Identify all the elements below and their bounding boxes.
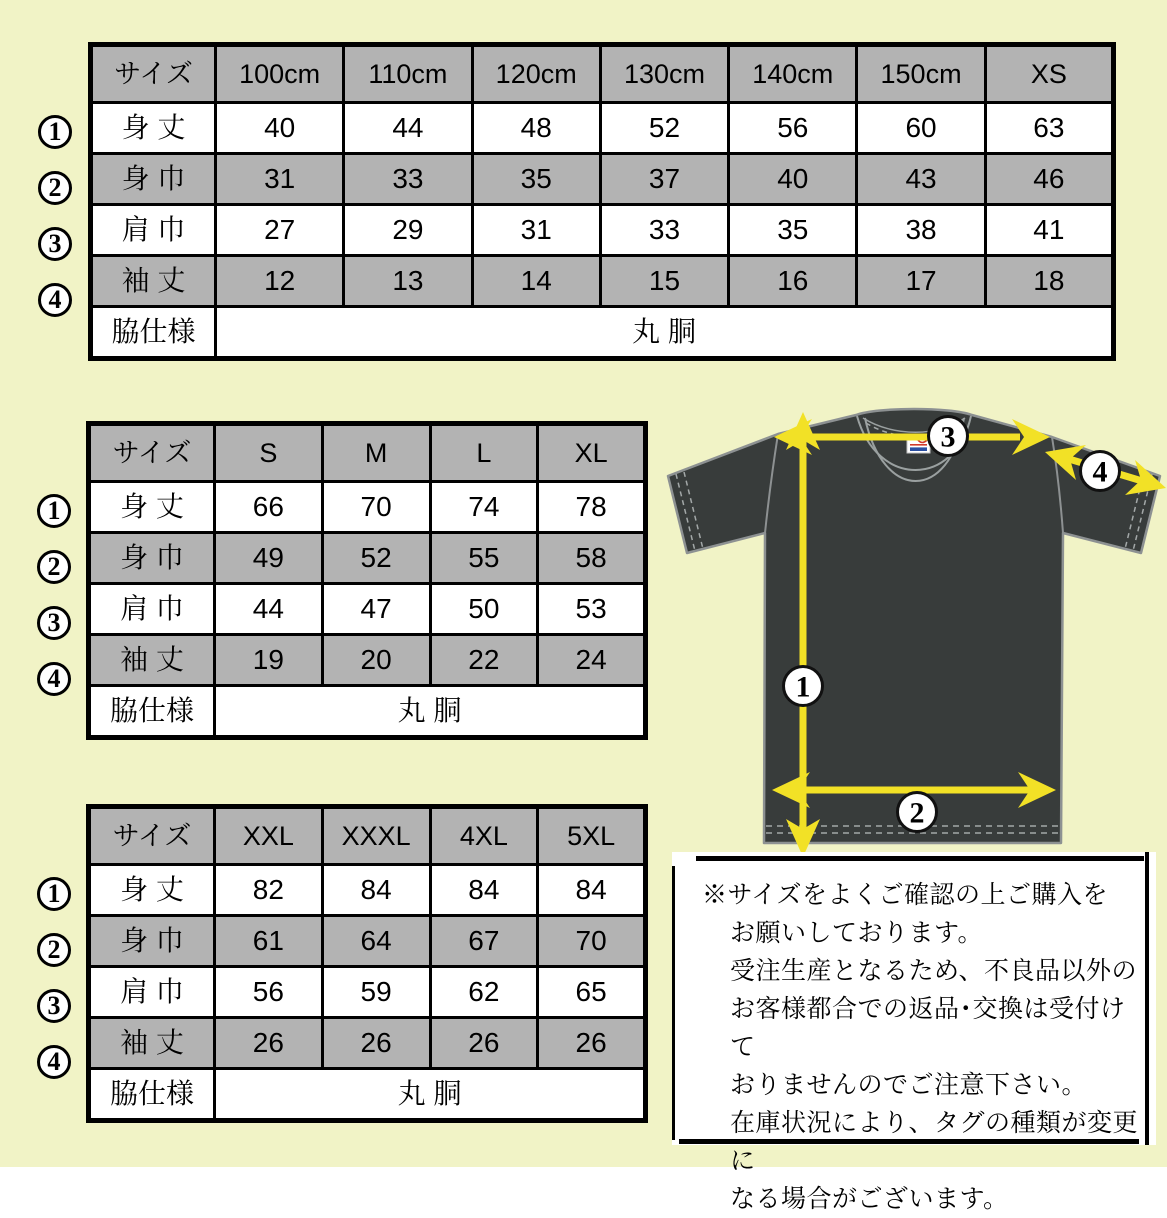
measurement-value: 31 [216, 154, 344, 205]
size-table-1 [88, 42, 1116, 361]
column-header-4XL: 4XL [430, 807, 538, 865]
measurement-value: 84 [430, 865, 538, 916]
measurement-value: 26 [322, 1018, 430, 1069]
measurement-value: 22 [430, 635, 538, 686]
row-marker-2: 2 [37, 550, 71, 584]
row-label: 身 丈 [89, 865, 215, 916]
row-label: 肩 巾 [89, 967, 215, 1018]
measurement-value: 47 [322, 584, 430, 635]
row-marker-4: 4 [38, 283, 72, 317]
spec-value: 丸 胴 [215, 1069, 646, 1121]
row-marker-1: 1 [38, 115, 72, 149]
row-marker-4: 4 [37, 1045, 71, 1079]
column-header-100cm: 100cm [216, 45, 344, 103]
svg-text:3: 3 [940, 420, 956, 454]
row-marker-1: 1 [37, 877, 71, 911]
measurement-value: 13 [344, 256, 472, 307]
measurement-value: 43 [857, 154, 985, 205]
row-marker-3: 3 [37, 989, 71, 1023]
row-label: 身 丈 [91, 103, 216, 154]
row-marker-1: 1 [37, 494, 71, 528]
notice-text: ※サイズをよくご確認の上ご購入を お願いしております。 受注生産となるため、不良品以外の お客様都合での返品･交換は受付けて おりませんのでご注意下さい。 在庫状況により、タグの種類が変更に なる場合がございます。 [702, 881, 1139, 1213]
size-header-cell: サイズ [91, 45, 216, 103]
measurement-value: 70 [538, 916, 646, 967]
measurement-value: 52 [322, 533, 430, 584]
row-marker-2: 2 [37, 933, 71, 967]
column-header-5XL: 5XL [538, 807, 646, 865]
measurement-value: 20 [322, 635, 430, 686]
row-label: 袖 丈 [89, 1018, 215, 1069]
row-label: 肩 巾 [91, 205, 216, 256]
measurement-value: 44 [215, 584, 323, 635]
notice-border-right [1145, 852, 1149, 1145]
measurement-value: 15 [600, 256, 728, 307]
measurement-value: 63 [985, 103, 1113, 154]
measurement-value: 59 [322, 967, 430, 1018]
measurement-value: 70 [322, 482, 430, 533]
measurement-value: 41 [985, 205, 1113, 256]
size-table-2 [86, 421, 648, 740]
measurement-value: 26 [430, 1018, 538, 1069]
measurement-value: 82 [215, 865, 323, 916]
notice-box [672, 852, 1156, 1213]
row-label: 袖 丈 [89, 635, 215, 686]
row-label: 身 巾 [89, 916, 215, 967]
measurement-value: 12 [216, 256, 344, 307]
notice-border-left [672, 866, 675, 1140]
diagram-marker-4 [1081, 452, 1120, 491]
measurement-value: 33 [600, 205, 728, 256]
tshirt-diagram [660, 400, 1167, 860]
row-marker-2: 2 [38, 171, 72, 205]
measurement-value: 26 [215, 1018, 323, 1069]
measurement-value: 40 [216, 103, 344, 154]
measurement-value: 19 [215, 635, 323, 686]
column-header-S: S [215, 424, 323, 482]
column-header-XXXL: XXXL [322, 807, 430, 865]
measurement-value: 53 [538, 584, 646, 635]
measurement-value: 37 [600, 154, 728, 205]
row-label-spec: 脇仕様 [91, 307, 216, 359]
measurement-value: 35 [729, 205, 857, 256]
notice-border-bottom [679, 1139, 1139, 1144]
row-label-spec: 脇仕様 [89, 1069, 215, 1121]
measurement-value: 31 [472, 205, 600, 256]
measurement-value: 84 [322, 865, 430, 916]
measurement-value: 24 [538, 635, 646, 686]
measurement-value: 61 [215, 916, 323, 967]
size-header-cell: サイズ [89, 807, 215, 865]
column-header-M: M [322, 424, 430, 482]
column-header-130cm: 130cm [600, 45, 728, 103]
measurement-value: 26 [538, 1018, 646, 1069]
column-header-150cm: 150cm [857, 45, 985, 103]
row-label: 身 巾 [89, 533, 215, 584]
measurement-value: 52 [600, 103, 728, 154]
measurement-value: 29 [344, 205, 472, 256]
measurement-value: 38 [857, 205, 985, 256]
row-marker-3: 3 [37, 606, 71, 640]
measurement-value: 58 [538, 533, 646, 584]
measurement-value: 56 [729, 103, 857, 154]
measurement-value: 44 [344, 103, 472, 154]
measurement-value: 62 [430, 967, 538, 1018]
column-header-140cm: 140cm [729, 45, 857, 103]
svg-text:4: 4 [1092, 455, 1108, 489]
row-label: 袖 丈 [91, 256, 216, 307]
measurement-value: 56 [215, 967, 323, 1018]
svg-text:1: 1 [795, 670, 811, 704]
measurement-value: 67 [430, 916, 538, 967]
measurement-value: 17 [857, 256, 985, 307]
column-header-120cm: 120cm [472, 45, 600, 103]
size-table-3 [86, 804, 648, 1123]
measurement-value: 18 [985, 256, 1113, 307]
measurement-value: 40 [729, 154, 857, 205]
measurement-value: 35 [472, 154, 600, 205]
measurement-value: 55 [430, 533, 538, 584]
measurement-value: 64 [322, 916, 430, 967]
measurement-value: 16 [729, 256, 857, 307]
measurement-value: 78 [538, 482, 646, 533]
row-label: 身 丈 [89, 482, 215, 533]
column-header-XXL: XXL [215, 807, 323, 865]
row-marker-3: 3 [38, 227, 72, 261]
column-header-XL: XL [538, 424, 646, 482]
spec-value: 丸 胴 [216, 307, 1114, 359]
measurement-value: 14 [472, 256, 600, 307]
measurement-value: 48 [472, 103, 600, 154]
notice-border-top [696, 856, 1144, 861]
row-marker-4: 4 [37, 662, 71, 696]
measurement-value: 33 [344, 154, 472, 205]
measurement-value: 65 [538, 967, 646, 1018]
column-header-XS: XS [985, 45, 1113, 103]
row-label-spec: 脇仕様 [89, 686, 215, 738]
diagram-marker-2 [898, 793, 937, 832]
measurement-value: 46 [985, 154, 1113, 205]
column-header-110cm: 110cm [344, 45, 472, 103]
size-header-cell: サイズ [89, 424, 215, 482]
row-label: 肩 巾 [89, 584, 215, 635]
measurement-value: 60 [857, 103, 985, 154]
measurement-value: 74 [430, 482, 538, 533]
measurement-value: 27 [216, 205, 344, 256]
measurement-value: 50 [430, 584, 538, 635]
measurement-value: 66 [215, 482, 323, 533]
column-header-L: L [430, 424, 538, 482]
measurement-value: 49 [215, 533, 323, 584]
measurement-value: 84 [538, 865, 646, 916]
svg-text:2: 2 [909, 796, 925, 830]
diagram-marker-3 [929, 417, 968, 456]
row-label: 身 巾 [91, 154, 216, 205]
diagram-marker-1 [784, 667, 823, 706]
spec-value: 丸 胴 [215, 686, 646, 738]
